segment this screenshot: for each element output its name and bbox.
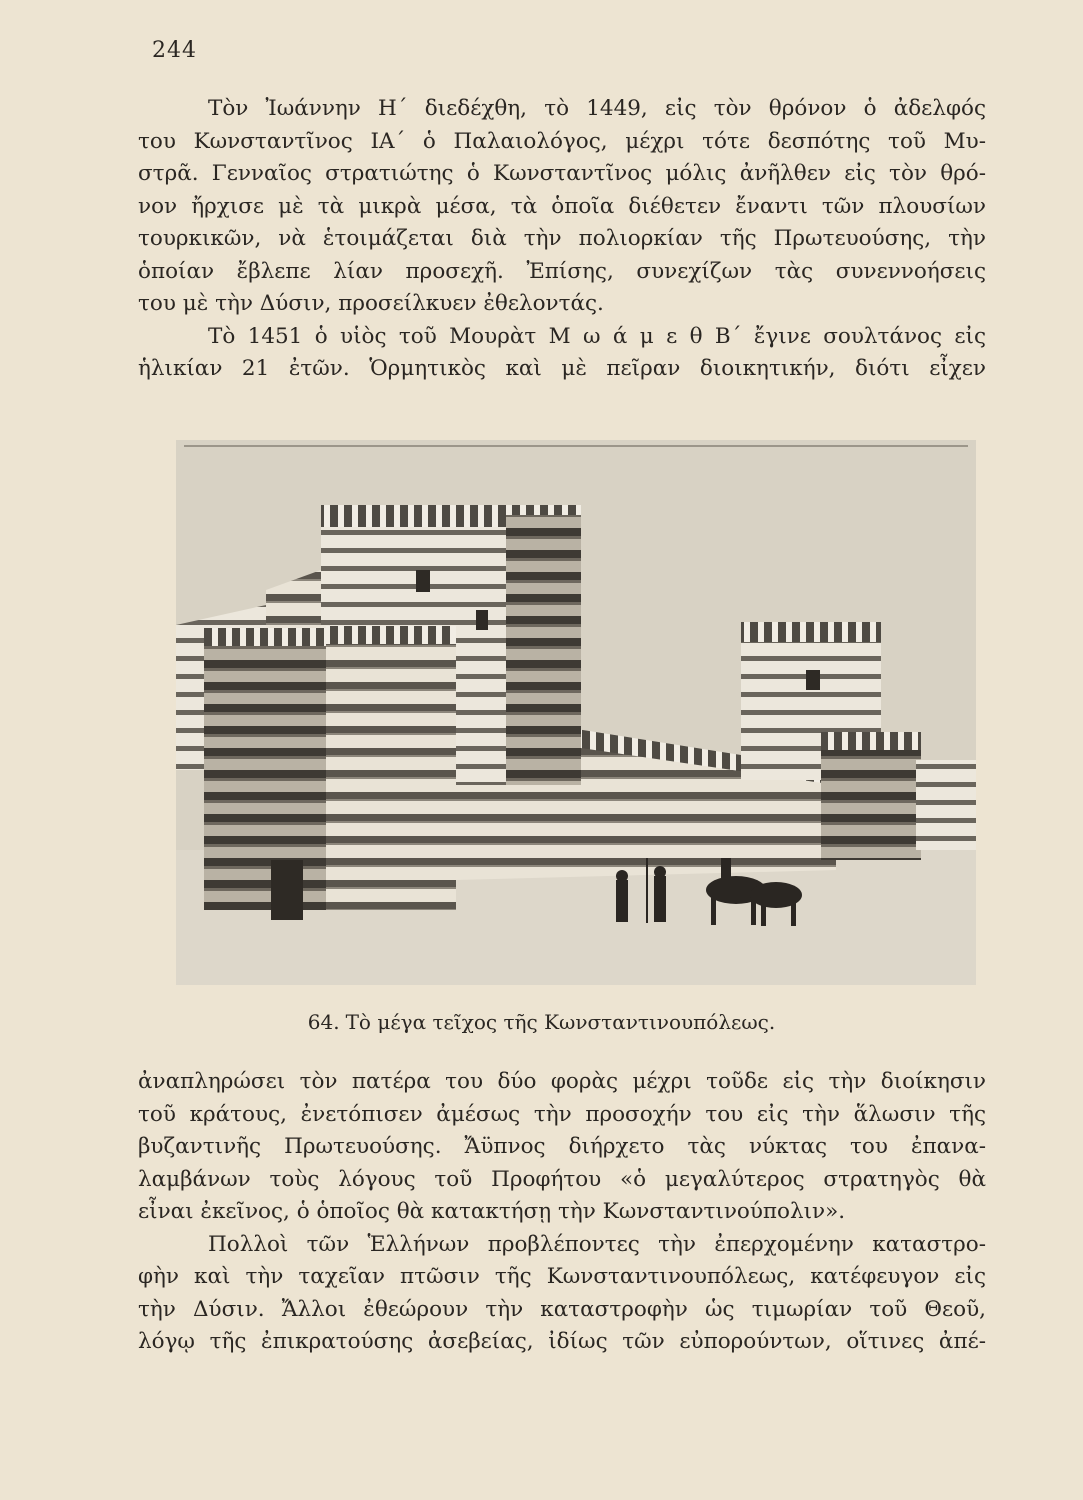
text-line: λαμβάνων τοὺς λόγους τοῦ Προφήτου «ὁ μεγαλύτερος στρατηγὸς θὰ <box>138 1166 986 1192</box>
text-line: ὁποίαν ἔβλεπε λίαν προσεχῆ. Ἐπίσης, συνεχίζων τὰς συνεννοήσεις <box>138 258 986 284</box>
top-paragraphs <box>138 93 986 386</box>
text-line: του Κωνσταντῖνος ΙΑ΄ ὁ Παλαιολόγος, μέχρι τότε δεσπότης τοῦ Μυ- <box>138 128 986 154</box>
text-line: τὴν Δύσιν. Ἄλλοι ἐθεώρουν τὴν καταστροφὴν ὡς τιμωρίαν τοῦ Θεοῦ, <box>138 1296 986 1322</box>
bottom-paragraphs <box>138 1066 986 1359</box>
text-line: ἀναπληρώσει τὸν πατέρα του δύο φορὰς μέχρι τοῦδε εἰς τὴν διοίκησιν <box>138 1069 986 1094</box>
text-line: του μὲ τὴν Δύσιν, προσείλκυεν ἐθελοντάς. <box>138 291 604 316</box>
page-number: 244 <box>152 38 197 63</box>
text-line: στρᾶ. Γενναῖος στρατιώτης ὁ Κωνσταντῖνος μόλις ἀνῆλθεν εἰς τὸν θρό- <box>138 161 986 186</box>
text-line: ἡλικίαν 21 ἐτῶν. Ὁρμητικὸς καὶ μὲ πεῖραν διοικητικήν, διότι εἶχεν <box>138 356 986 381</box>
text-line: Πολλοὶ τῶν Ἑλλήνων προβλέποντες τὴν ἐπερχομένην καταστρο- <box>208 1231 986 1257</box>
text-line: Τὸν Ἰωάννην Η΄ διεδέχθη, τὸ 1449, εἰς τὸν θρόνον ὁ ἀδελφός <box>208 96 986 121</box>
text-line: Τὸ 1451 ὁ υἱὸς τοῦ Μουρὰτ Μ ω ά μ ε θ Β΄ ἔγινε σουλτάνος εἰς <box>208 323 986 349</box>
text-line: τουρκικῶν, νὰ ἑτοιμάζεται διὰ τὴν πολιορκίαν τῆς Πρωτευούσης, τὴν <box>138 226 986 251</box>
text-line: βυζαντινῆς Πρωτευούσης. Ἄϋπνος διήρχετο τὰς νύκτας του ἐπανα- <box>138 1134 986 1159</box>
text-line: εἶναι ἐκεῖνος, ὁ ὁποῖος θὰ κατακτήσῃ τὴν Κωνσταντινούπολιν». <box>138 1199 846 1224</box>
text-line: νον ἤρχισε μὲ τὰ μικρὰ μέσα, τὰ ὁποῖα διέθετεν ἔναντι τῶν πλουσίων <box>138 193 986 219</box>
text-line: φὴν καὶ τὴν ταχεῖαν πτῶσιν τῆς Κωνσταντινουπόλεως, κατέφευγον εἰς <box>138 1264 986 1289</box>
figure-number: 64. <box>307 1010 340 1034</box>
text-line: λόγῳ τῆς ἐπικρατούσης ἀσεβείας, ἰδίως τῶν εὐπορούντων, οἵτινες ἀπέ- <box>138 1329 986 1354</box>
constantinople-walls-engraving <box>176 440 976 985</box>
wall-illustration <box>176 440 976 985</box>
figure-caption-text: Τὸ μέγα τεῖχος τῆς Κωνσταντινουπόλεως. <box>345 1010 776 1034</box>
text-line: τοῦ κράτους, ἐνετόπισεν ἀμέσως τὴν προσοχήν του εἰς τὴν ἅλωσιν τῆς <box>138 1101 986 1127</box>
figure-caption <box>0 1010 1083 1034</box>
